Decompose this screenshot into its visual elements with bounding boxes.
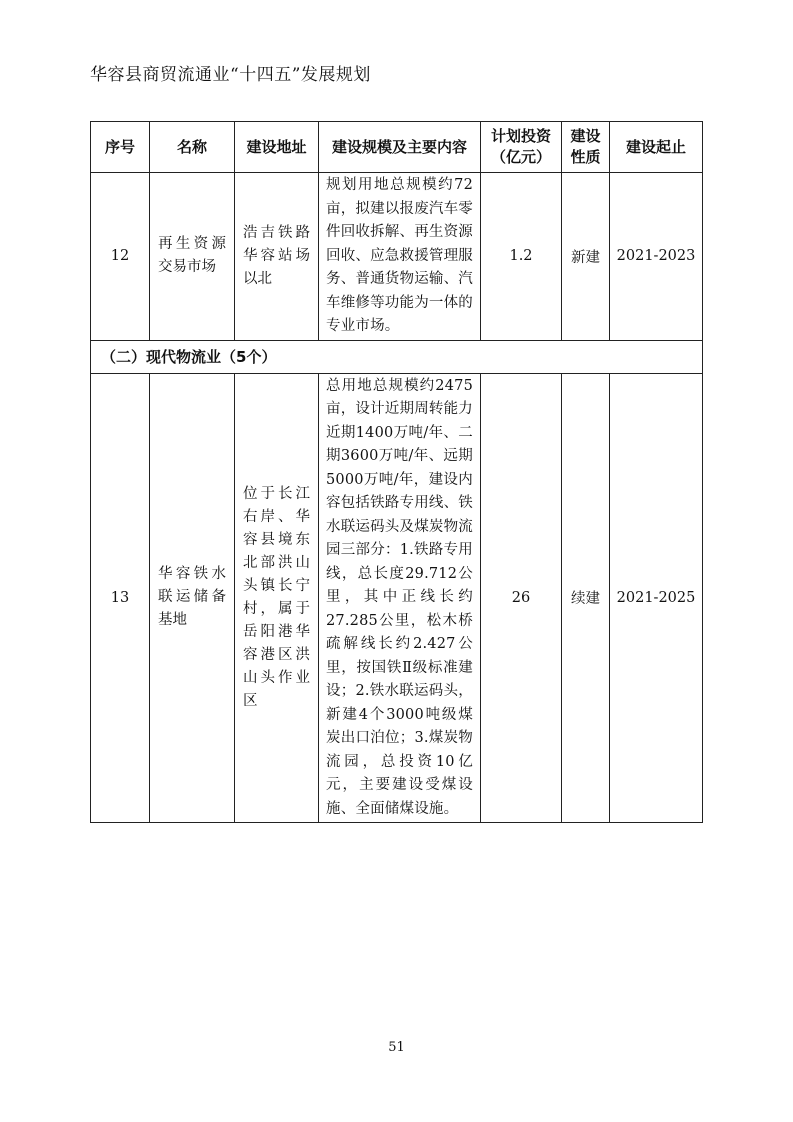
col-header-address: 建设地址	[235, 122, 319, 173]
cell-investment: 26	[481, 373, 562, 823]
table-header-row	[91, 122, 703, 173]
project-table	[90, 121, 703, 823]
col-header-content: 建设规模及主要内容	[319, 122, 481, 173]
cell-address: 浩吉铁路华容站场以北	[235, 173, 319, 341]
section-heading: （二）现代物流业（5个）	[91, 340, 703, 373]
cell-content: 总用地总规模约2475亩，设计近期周转能力近期1400万吨/年、二期3600万吨/年、远期5000万吨/年，建设内容包括铁路专用线、铁水联运码头及煤炭物流园三部分：1.铁路专用线，总长度29.712公里，其中正线长约27.285公里，松木桥疏解线长约2.427公里，按国铁Ⅱ级标准建设；2.铁水联运码头，新建4个3000吨级煤炭出口泊位；3.煤炭物流园，总投资10亿元，主要建设受煤设施、全面储煤设施。	[319, 373, 481, 823]
table-row	[91, 373, 703, 823]
cell-address: 位于长江右岸、华容县境东北部洪山头镇长宁村，属于岳阳港华容港区洪山头作业区	[235, 373, 319, 823]
col-header-name: 名称	[150, 122, 235, 173]
cell-period: 2021-2023	[610, 173, 703, 341]
cell-investment: 1.2	[481, 173, 562, 341]
cell-no: 12	[91, 173, 150, 341]
cell-nature: 新建	[562, 173, 610, 341]
cell-name: 华容铁水联运储备基地	[150, 373, 235, 823]
cell-period: 2021-2025	[610, 373, 703, 823]
section-row	[91, 340, 703, 373]
cell-content: 规划用地总规模约72亩，拟建以报废汽车零件回收拆解、再生资源回收、应急救援管理服务、普通货物运输、汽车维修等功能为一体的专业市场。	[319, 173, 481, 341]
document-header: 华容县商贸流通业“十四五”发展规划	[90, 65, 371, 85]
page-number: 51	[388, 1040, 405, 1055]
col-header-no: 序号	[91, 122, 150, 173]
col-header-period: 建设起止	[610, 122, 703, 173]
col-header-investment: 计划投资（亿元）	[481, 122, 562, 173]
table-row	[91, 173, 703, 341]
cell-no: 13	[91, 373, 150, 823]
cell-nature: 续建	[562, 373, 610, 823]
cell-name: 再生资源交易市场	[150, 173, 235, 341]
col-header-nature: 建设性质	[562, 122, 610, 173]
